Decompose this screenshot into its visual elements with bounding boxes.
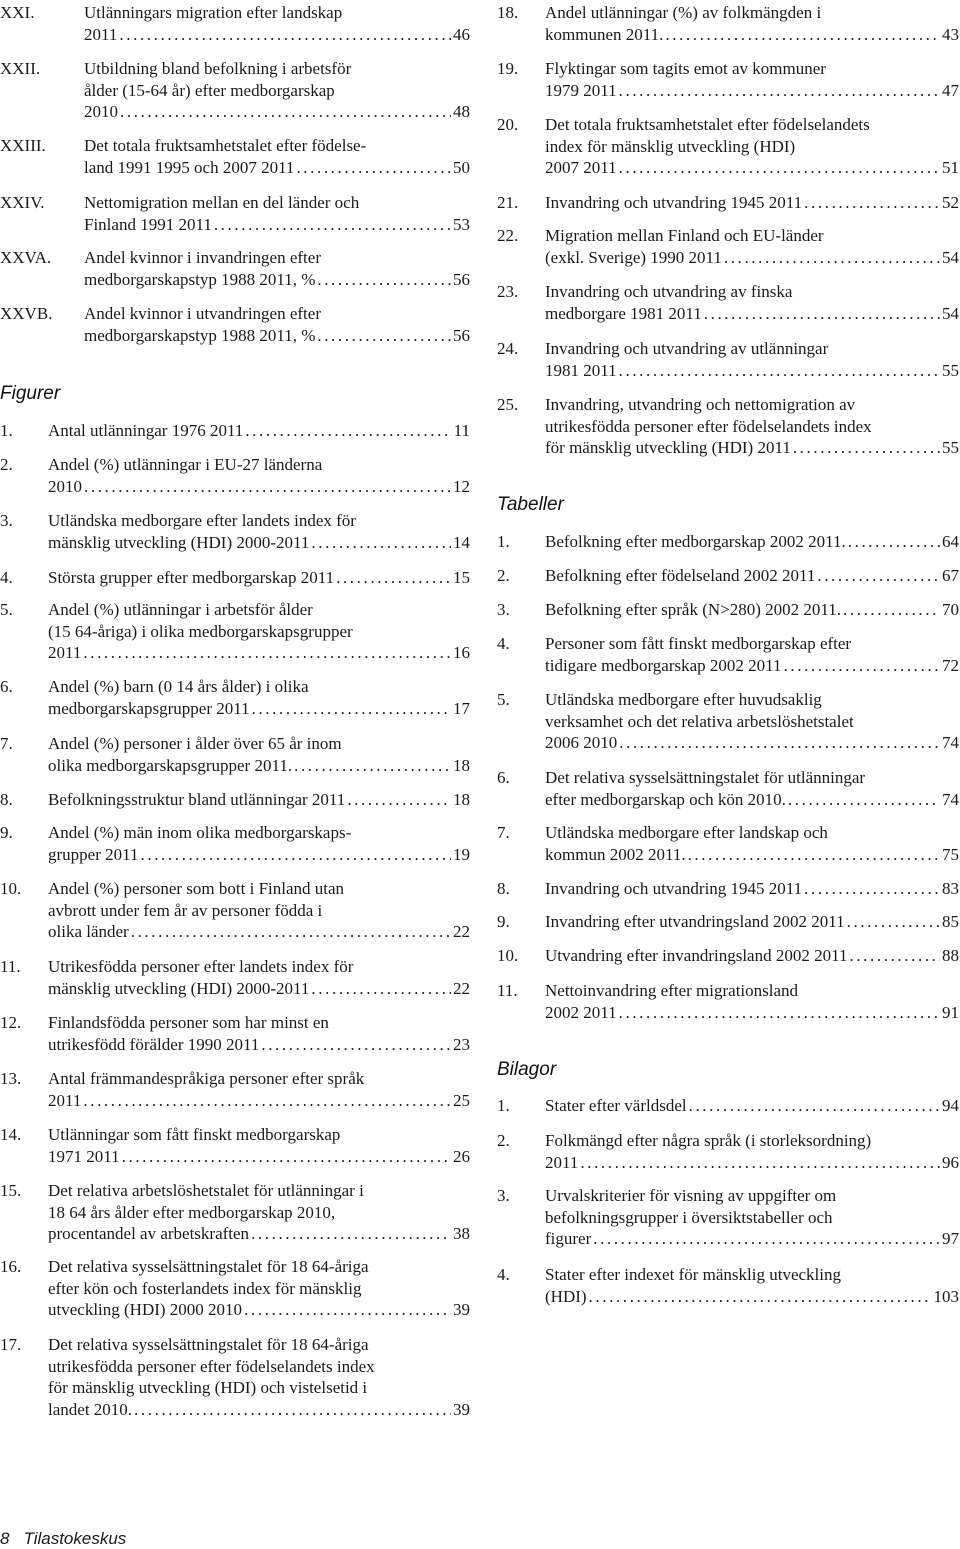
toc-entry-title-line: 2011 — [84, 24, 118, 44]
toc-entry-title-line: Det relativa sysselsättningstalet för utlänningar — [545, 768, 866, 787]
dot-leader — [122, 1146, 451, 1168]
toc-entry-page: 19 — [453, 844, 470, 864]
toc-entry[interactable] — [0, 303, 470, 346]
toc-entry-title-line: Utrikesfödda personer efter landets index för — [48, 957, 354, 976]
toc-entry-title-line: Utlänningars migration efter landskap — [84, 3, 343, 22]
toc-entry-title-line: medborgarskapstyp 1988 2011, % — [84, 269, 316, 289]
toc-entry[interactable] — [497, 1185, 959, 1250]
toc-entry-number: 13. — [0, 1069, 22, 1088]
toc-entry-number: 18. — [497, 3, 519, 22]
toc-entry[interactable] — [0, 58, 470, 123]
toc-entry-number: 20. — [497, 115, 519, 134]
toc-entry[interactable] — [497, 281, 959, 324]
toc-entry-title-line: Det relativa arbetslöshetstalet för utlänningar i — [48, 1181, 364, 1200]
toc-entry[interactable] — [497, 2, 959, 45]
toc-entry-page: 47 — [942, 80, 959, 100]
toc-entry[interactable] — [497, 531, 959, 553]
toc-entry-title-line: Andel (%) utlänningar i EU-27 länderna — [48, 455, 323, 474]
toc-entry-page: 46 — [453, 24, 470, 44]
toc-entry-title-line: Det totala fruktsamhetstalet efter födelselandets — [545, 115, 870, 134]
dot-leader — [688, 844, 940, 866]
dot-leader — [84, 476, 451, 498]
toc-entry-page: 14 — [453, 532, 470, 552]
toc-entry[interactable] — [497, 192, 959, 214]
dot-leader — [619, 360, 940, 382]
toc-entry[interactable] — [497, 58, 959, 101]
toc-entry-number: 1. — [497, 1096, 510, 1115]
toc-entry-title-line: medborgarskapstyp 1988 2011, % — [84, 325, 316, 345]
toc-entry-title-line: Andel (%) utlänningar i arbetsför ålder — [48, 600, 313, 619]
toc-entry[interactable] — [0, 1256, 470, 1321]
toc-entry-page: 52 — [942, 193, 959, 212]
dot-leader — [131, 921, 451, 943]
toc-entry[interactable] — [0, 733, 470, 776]
toc-entry[interactable] — [497, 114, 959, 179]
toc-entry-page: 18 — [453, 790, 470, 809]
toc-entry-title-line: 2010 — [84, 102, 118, 121]
dot-leader — [317, 269, 451, 291]
dot-leader — [251, 1223, 451, 1245]
toc-entry-title-line: avbrott under fem år av personer födda i — [48, 900, 323, 920]
toc-entry-title-line: land 1991 1995 och 2007 2011 — [84, 157, 295, 177]
dot-leader — [593, 1228, 940, 1250]
dot-leader — [843, 599, 940, 621]
toc-entry[interactable] — [497, 394, 959, 459]
toc-entry[interactable] — [0, 1334, 470, 1420]
toc-entry-title-line: Andel (%) personer i ålder över 65 år inom — [48, 734, 342, 753]
toc-entry-title-line: Andel kvinnor i utvandringen efter — [84, 304, 321, 323]
dot-leader — [214, 214, 451, 236]
toc-entry-title-line: utrikesfödda personer efter födelselandets index — [48, 1356, 375, 1376]
toc-entry[interactable] — [0, 822, 470, 865]
toc-entry[interactable] — [497, 338, 959, 381]
toc-entry-number: 2. — [0, 455, 13, 474]
toc-entry-title-line: olika medborgarskapsgrupper 2011. — [48, 755, 293, 775]
toc-entry-number: 4. — [497, 634, 510, 653]
toc-entry-number: 6. — [0, 677, 13, 696]
toc-entry-page: 75 — [942, 844, 959, 864]
toc-entry[interactable] — [0, 135, 470, 178]
toc-entry-number: XXIII. — [0, 136, 46, 155]
toc-entry-title-line: 1981 2011 — [545, 360, 617, 380]
toc-entry-title-line: mänsklig utveckling (HDI) 2000-2011 — [48, 978, 310, 998]
toc-entry-number: 15. — [0, 1181, 22, 1200]
toc-entry-number: 6. — [497, 768, 510, 787]
toc-entry-title-line: utveckling (HDI) 2000 2010 — [48, 1300, 243, 1319]
toc-entry-title-line: grupper 2011 — [48, 844, 139, 864]
toc-entry-title-line: Befolkning efter språk (N>280) 2002 2011. — [545, 600, 842, 619]
toc-entry-page: 51 — [942, 158, 959, 177]
dot-leader — [311, 532, 451, 554]
footer-page-number: 8 — [0, 1529, 10, 1548]
toc-entry-title-line: utrikesfödda personer efter födelselandets index — [545, 416, 872, 436]
toc-entry-title-line: utrikesfödd förälder 1990 2011 — [48, 1034, 260, 1054]
toc-entry-title-line: 2011 — [48, 1090, 82, 1110]
footer-publisher: Tilastokeskus — [23, 1529, 127, 1548]
dot-leader — [849, 945, 940, 967]
toc-entry-title-line: 1971 2011 — [48, 1146, 120, 1166]
toc-entry-number: 25. — [497, 395, 519, 414]
toc-entry-number: XXVA. — [0, 248, 52, 267]
toc-entry-title-line: procentandel av arbetskraften — [48, 1224, 250, 1243]
toc-entry[interactable] — [0, 454, 470, 497]
toc-entry-page: 91 — [942, 1002, 959, 1022]
toc-entry-number: 16. — [0, 1257, 22, 1276]
dot-leader — [619, 157, 940, 179]
toc-entry-title-line: landet 2010. — [48, 1399, 133, 1419]
toc-entry[interactable] — [497, 911, 959, 933]
toc-entry-title-line: Invandring och utvandring av utlänningar — [545, 339, 829, 358]
dot-leader — [244, 1299, 451, 1321]
toc-entry-title-line: Utlänningar som fått finskt medborgarskap — [48, 1125, 341, 1144]
toc-entry-page: 67 — [942, 566, 959, 585]
toc-entry-number: 1. — [0, 421, 13, 440]
toc-entry-page: 70 — [942, 600, 959, 619]
toc-entry-title-line: Andel (%) barn (0 14 års ålder) i olika — [48, 677, 309, 696]
toc-entry-number: 23. — [497, 282, 519, 301]
toc-entry-title-line: Det relativa sysselsättningstalet för 18 64-åriga — [48, 1257, 369, 1276]
dot-leader — [252, 698, 451, 720]
toc-entry-page: 12 — [453, 476, 470, 496]
toc-entry-page: 96 — [942, 1152, 959, 1172]
toc-entry-title-line: verksamhet och det relativa arbetslöshetstalet — [545, 711, 854, 731]
toc-entry-number: 9. — [0, 823, 13, 842]
toc-entry-number: 19. — [497, 59, 519, 78]
toc-entry-page: 22 — [453, 978, 470, 998]
toc-entry[interactable] — [497, 1264, 959, 1307]
dot-leader — [589, 1286, 932, 1308]
toc-entry-title-line: för mänsklig utveckling (HDI) och vistelsetid i — [48, 1378, 368, 1397]
toc-entry-title-line: 2011 — [48, 643, 82, 662]
toc-entry[interactable] — [0, 1068, 470, 1111]
toc-entry[interactable] — [0, 599, 470, 664]
toc-entry[interactable] — [497, 945, 959, 967]
toc-entry[interactable] — [0, 878, 470, 943]
toc-entry-page: 83 — [942, 879, 959, 898]
dot-leader — [294, 755, 451, 777]
toc-entry-page: 16 — [453, 643, 470, 662]
dot-leader — [317, 325, 451, 347]
toc-entry-title-line: 2010 — [48, 476, 82, 496]
toc-entry[interactable] — [0, 192, 470, 235]
toc-entry[interactable] — [0, 1124, 470, 1167]
toc-entry-title-line: mänsklig utveckling (HDI) 2000-2011 — [48, 532, 310, 552]
toc-entry-title-line: för mänsklig utveckling (HDI) 2011 — [545, 438, 791, 457]
toc-entry-page: 23 — [453, 1034, 470, 1054]
dot-leader — [261, 1034, 451, 1056]
toc-entry-page: 85 — [942, 912, 959, 931]
toc-entry-title-line: tidigare medborgarskap 2002 2011 — [545, 655, 782, 675]
toc-entry-number: 3. — [497, 600, 510, 619]
toc-entry[interactable] — [497, 225, 959, 268]
toc-entry-number: XXI. — [0, 3, 35, 22]
toc-entry-title-line: kommun 2002 2011. — [545, 844, 686, 864]
toc-entry[interactable] — [0, 420, 470, 442]
dot-leader — [619, 1002, 940, 1024]
toc-entry-title-line: Utbildning bland befolkning i arbetsför — [84, 59, 352, 78]
toc-entry[interactable] — [497, 822, 959, 865]
toc-entry-title-line: Personer som fått finskt medborgarskap efter — [545, 634, 852, 653]
bilagor-heading: Bilagor — [497, 1059, 557, 1080]
toc-entry-title-line: index för mänsklig utveckling (HDI) — [545, 136, 796, 156]
toc-entry-number: 8. — [497, 879, 510, 898]
toc-entry-number: 2. — [497, 1131, 510, 1150]
toc-entry-number: 12. — [0, 1013, 22, 1032]
toc-entry-page: 64 — [942, 532, 959, 551]
toc-entry-page: 39 — [453, 1399, 470, 1419]
toc-entry-number: 7. — [497, 823, 510, 842]
dot-leader — [347, 789, 451, 811]
toc-entry-title-line: Nettoinvandring efter migrationsland — [545, 981, 799, 1000]
toc-entry-page: 74 — [942, 733, 959, 752]
toc-entry-page: 17 — [453, 698, 470, 718]
toc-entry-page: 74 — [942, 789, 959, 809]
toc-entry-number: 9. — [497, 912, 510, 931]
toc-entry[interactable] — [0, 956, 470, 999]
page-footer — [0, 1529, 140, 1549]
dot-leader — [848, 531, 940, 553]
toc-entry[interactable] — [0, 1180, 470, 1245]
toc-entry-page: 53 — [453, 214, 470, 234]
dot-leader — [817, 565, 940, 587]
toc-entry-title-line: Befolkningsstruktur bland utlänningar 2011 — [48, 790, 346, 809]
dot-leader — [141, 844, 452, 866]
toc-entry-title-line: Stater efter indexet för mänsklig utveckling — [545, 1265, 841, 1284]
toc-entry-title-line: Andel kvinnor i invandringen efter — [84, 248, 321, 267]
dot-leader — [847, 911, 940, 933]
toc-entry-number: 5. — [0, 600, 13, 619]
toc-entry-number: 4. — [0, 568, 13, 587]
toc-entry[interactable] — [0, 247, 470, 290]
dot-leader — [580, 1152, 940, 1174]
toc-entry-title-line: Andel (%) personer som bott i Finland utan — [48, 879, 345, 898]
toc-entry-title-line: Andel (%) män inom olika medborgarskaps- — [48, 823, 352, 842]
toc-entry-page: 56 — [453, 269, 470, 289]
toc-entry[interactable] — [497, 633, 959, 676]
toc-entry[interactable] — [497, 980, 959, 1023]
toc-entry-number: 11. — [497, 981, 518, 1000]
figurer-heading: Figurer — [0, 383, 61, 404]
toc-entry-page: 56 — [453, 325, 470, 345]
toc-entry-number: 2. — [497, 566, 510, 585]
toc-entry-number: 10. — [497, 946, 519, 965]
toc-entry-title-line: Utländska medborgare efter landskap och — [545, 823, 828, 842]
dot-leader — [83, 1090, 451, 1112]
toc-entry-title-line: Finlandsfödda personer som har minst en — [48, 1013, 329, 1032]
toc-entry-number: 3. — [497, 1186, 510, 1205]
toc-entry-page: 48 — [453, 102, 470, 121]
toc-entry-page: 26 — [453, 1146, 470, 1166]
dot-leader — [804, 192, 940, 214]
dot-leader — [724, 247, 940, 269]
toc-entry-title-line: 2007 2011 — [545, 158, 617, 177]
toc-entry-number: 11. — [0, 957, 21, 976]
dot-leader — [296, 157, 451, 179]
toc-entry-title-line: Invandring, utvandring och nettomigration av — [545, 395, 856, 414]
dot-leader — [134, 1399, 451, 1421]
toc-entry-title-line: Urvalskriterier för visning av uppgifter om — [545, 1186, 837, 1205]
toc-entry-title-line: Migration mellan Finland och EU-länder — [545, 226, 824, 245]
toc-entry[interactable] — [0, 1012, 470, 1055]
toc-entry-title-line: Antal främmandespråkiga personer efter språk — [48, 1069, 365, 1088]
toc-entry-title-line: (15 64-åriga) i olika medborgarskapsgrupper — [48, 621, 353, 641]
toc-entry-title-line: Befolkning efter födelseland 2002 2011 — [545, 566, 816, 585]
toc-entry-number: 5. — [497, 690, 510, 709]
toc-entry-number: 7. — [0, 734, 13, 753]
toc-entry-title-line: efter kön och fosterlandets index för mänsklig — [48, 1278, 362, 1298]
dot-leader — [788, 789, 940, 811]
toc-entry[interactable] — [497, 1130, 959, 1173]
toc-entry-number: XXVB. — [0, 304, 53, 323]
toc-entry-page: 54 — [942, 303, 959, 323]
dot-leader — [311, 978, 451, 1000]
toc-entry-title-line: kommunen 2011. — [545, 24, 664, 44]
toc-entry-page: 97 — [942, 1229, 959, 1248]
toc-entry-title-line: 2002 2011 — [545, 1002, 617, 1022]
toc-entry-title-line: 2011 — [545, 1152, 579, 1172]
toc-entry-title-line: Antal utlänningar 1976 2011 — [48, 421, 244, 440]
toc-entry-page: 18 — [453, 755, 470, 775]
dot-leader — [665, 24, 940, 46]
toc-entry-title-line: ålder (15-64 år) efter medborgarskap — [84, 80, 335, 100]
toc-entry[interactable] — [0, 2, 470, 45]
toc-entry-title-line: 1979 2011 — [545, 80, 617, 100]
toc-entry-number: 10. — [0, 879, 22, 898]
toc-entry-title-line: Utvandring efter invandringsland 2002 2011 — [545, 946, 848, 965]
toc-entry-number: 17. — [0, 1335, 22, 1354]
toc-entry-number: 14. — [0, 1125, 22, 1144]
toc-entry-page: 103 — [933, 1286, 959, 1306]
toc-entry-title-line: Andel utlänningar (%) av folkmängden i — [545, 3, 822, 22]
toc-entry-page: 38 — [453, 1224, 470, 1243]
toc-entry-number: 22. — [497, 226, 519, 245]
toc-entry-number: 24. — [497, 339, 519, 358]
dot-leader — [119, 24, 451, 46]
toc-entry-title-line: Invandring och utvandring 1945 2011 — [545, 193, 803, 212]
toc-entry[interactable] — [497, 878, 959, 900]
toc-entry-title-line: Befolkning efter medborgarskap 2002 2011. — [545, 532, 846, 551]
toc-entry-page: 55 — [942, 360, 959, 380]
dot-leader — [804, 878, 940, 900]
toc-entry[interactable] — [497, 565, 959, 587]
tabeller-heading: Tabeller — [497, 494, 564, 515]
dot-leader — [784, 655, 940, 677]
toc-entry-number: XXII. — [0, 59, 41, 78]
toc-entry-page: 88 — [942, 946, 959, 965]
toc-entry-title-line: Invandring och utvandring 1945 2011 — [545, 879, 803, 898]
toc-entry-title-line: Finland 1991 2011 — [84, 214, 212, 234]
dot-leader — [704, 303, 940, 325]
toc-entry-page: 54 — [942, 247, 959, 267]
toc-entry-title-line: Det relativa sysselsättningstalet för 18 64-åriga — [48, 1335, 369, 1354]
toc-entry-page: 25 — [453, 1090, 470, 1110]
toc-entry[interactable] — [0, 510, 470, 553]
toc-entry[interactable] — [0, 789, 470, 811]
toc-entry-page: 50 — [453, 157, 470, 177]
dot-leader — [336, 567, 451, 589]
toc-entry-title-line: efter medborgarskap och kön 2010. — [545, 789, 786, 809]
toc-entry-page: 55 — [942, 438, 959, 457]
dot-leader — [793, 437, 940, 459]
toc-entry-title-line: Det totala fruktsamhetstalet efter födelse- — [84, 136, 367, 155]
toc-entry-number: 21. — [497, 193, 519, 212]
toc-entry-page: 39 — [453, 1300, 470, 1319]
toc-entry-number: 4. — [497, 1265, 510, 1284]
dot-leader — [689, 1095, 940, 1117]
toc-entry-number: 1. — [497, 532, 510, 551]
toc-entry-title-line: Invandring efter utvandringsland 2002 2011 — [545, 912, 845, 931]
toc-entry-title-line: Folkmängd efter några språk (i storleksordning) — [545, 1131, 872, 1150]
toc-entry-title-line: (HDI) — [545, 1286, 587, 1306]
toc-entry-number: 3. — [0, 511, 13, 530]
dot-leader — [619, 732, 940, 754]
toc-entry-title-line: Invandring och utvandring av finska — [545, 282, 793, 301]
toc-entry-title-line: Stater efter världsdel — [545, 1096, 687, 1115]
toc-entry-title-line: Utländska medborgare efter huvudsaklig — [545, 690, 822, 709]
toc-entry-title-line: (exkl. Sverige) 1990 2011 — [545, 247, 722, 267]
toc-entry[interactable] — [497, 1095, 959, 1117]
toc-entry-number: XXIV. — [0, 193, 45, 212]
toc-entry-title-line: medborgare 1981 2011 — [545, 303, 702, 323]
toc-entry-page: 94 — [942, 1096, 959, 1115]
dot-leader — [245, 420, 451, 442]
toc-entry-page: 72 — [942, 655, 959, 675]
toc-entry[interactable] — [0, 567, 470, 589]
toc-entry-title-line: 18 64 års ålder efter medborgarskap 2010, — [48, 1202, 336, 1222]
toc-entry[interactable] — [497, 689, 959, 754]
toc-entry-page: 11 — [453, 421, 470, 440]
toc-entry-title-line: figurer — [545, 1229, 592, 1248]
dot-leader — [83, 642, 451, 664]
toc-entry[interactable] — [497, 767, 959, 810]
toc-entry-title-line: befolkningsgrupper i översiktstabeller och — [545, 1207, 833, 1227]
toc-entry-page: 15 — [453, 568, 470, 587]
toc-entry-title-line: Nettomigration mellan en del länder och — [84, 193, 360, 212]
toc-entry-title-line: Flyktingar som tagits emot av kommuner — [545, 59, 826, 78]
toc-entry-title-line: olika länder — [48, 922, 129, 941]
toc-entry-title-line: Största grupper efter medborgarskap 2011 — [48, 568, 335, 587]
toc-entry-title-line: 2006 2010 — [545, 733, 618, 752]
toc-entry-page: 43 — [942, 24, 959, 44]
toc-entry[interactable] — [497, 599, 959, 621]
dot-leader — [120, 101, 451, 123]
toc-entry-title-line: Utländska medborgare efter landets index för — [48, 511, 356, 530]
toc-entry-number: 8. — [0, 790, 13, 809]
toc-entry[interactable] — [0, 676, 470, 719]
toc-entry-page: 22 — [453, 922, 470, 941]
toc-entry-title-line: medborgarskapsgrupper 2011 — [48, 698, 250, 718]
dot-leader — [619, 80, 940, 102]
